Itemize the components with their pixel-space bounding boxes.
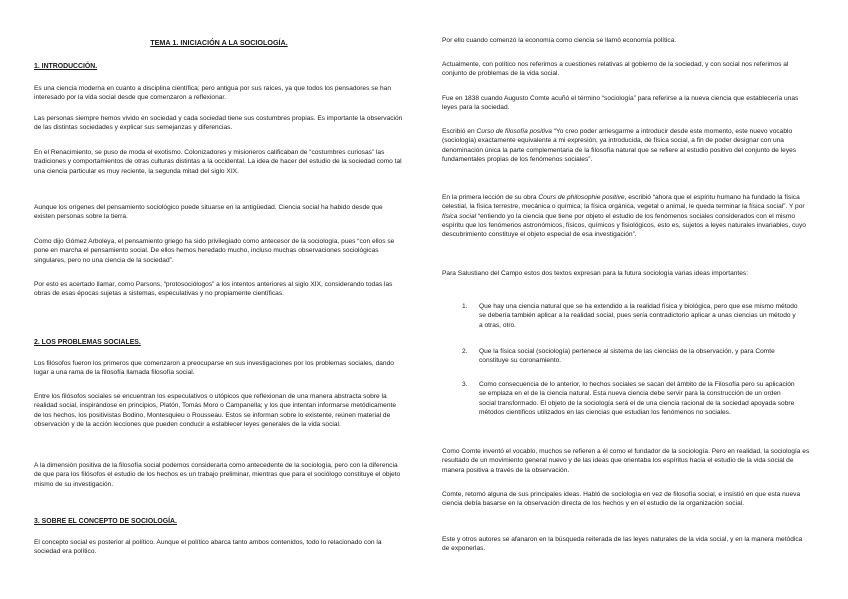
paragraph: Entre los filósofos sociales se encuentran los especulativos o utópicos que reflexionan de una manera abstracta sobre la realidad social, inspirándose en principios, Platón, Tomás Moro o Campanella; y los que intentan informarse metódicamente de los hechos, los positivistas Bodino, Montesquieu o Rousseau. Estos se informan sobre lo existente, reúnen material de observación y de la acción lecciones que pueden conducir a establecer leyes generales de la vida social. xyxy=(34,393,396,428)
text-run: , escribió “ahora que el espíritu humano ha fundado la física celestial, la física terrestre, mecánica o química; la física orgánica, vegetal o animal, le queda terminar la física social”. Y por xyxy=(442,194,805,211)
paragraph: En el Renacimiento, se puso de moda el exotismo. Colonizadores y misioneros calificaban de “costumbres curiosas” las tradiciones y comportamientos de otras culturas distintas a la occidental. La idea de hacer del estudio de la sociedad como tal una ciencia particular es muy reciente, la segunda mitad del siglo XIX. xyxy=(34,149,402,175)
paragraph: Los filósofos fueron los primeros que comenzaron a preocuparse en sus investigaciones por los problemas sociales, dando lugar a una rama de la filosofía llamada filosofía social. xyxy=(34,360,394,377)
section-heading-introduccion: 1. INTRODUCCIÓN. xyxy=(34,63,98,70)
text-run: “Yo creo poder arriesgarme a introducir desde este momento, este nuevo vocablo (sociología) exactamente equivalente a mi expresión, ya introducida, de física social, a fin de poder designar con una denominación única la parte complementaria de la filosofía natural que se refiere al estudio positivo del conjunto de leyes fundamentales propias de los fenómenos sociales”. xyxy=(442,128,797,163)
paragraph: Fue en 1838 cuando Augusto Comte acuñó el término “sociología” para referirse a la nueva ciencia que establecería unas leyes para la sociedad. xyxy=(442,95,799,112)
paragraph: Como Comte inventó el vocablo, muchos se refieren a él como el fundador de la sociología. Pero en realidad, la sociología es resultado de un movimiento general nuevo y de las ideas que orientaba los espíritus hacia el estudio de la vida social de manera positiva a través de la observación. xyxy=(442,448,810,474)
paragraph xyxy=(442,127,810,164)
paragraph: Para Salustiano del Campo estos dos textos expresan para la futura sociología varias ideas importantes: xyxy=(442,270,749,277)
list-number: 1. xyxy=(462,303,468,310)
list-item-text: Que la física social (sociología) pertenece al sistema de las ciencias de la observación, y para Comte constituye su coronamiento. xyxy=(479,348,775,365)
paragraph: Las personas siempre hemos vivido en sociedad y cada sociedad tiene sus costumbres propias. Es importante la observación de las distintas sociedades y explicar sus semejanzas y diferencias. xyxy=(34,115,403,132)
document-title: TEMA 1. INICIACIÓN A LA SOCIOLOGÍA. xyxy=(150,38,288,47)
paragraph: A la dimensión positiva de la filosofía social podemos considerarla como antecedente de la sociología, pero con la diferencia de que para los filósofos el estudio de los hechos es un trabajo preliminar, mientras que para el sociólogo constituye el objeto mismo de su investigación. xyxy=(34,462,401,488)
paragraph: Comte, retomó alguna de sus principales ideas. Habló de sociología en vez de filosofía social, e insistió en que esta nueva ciencia debía basarse en la observación directa de los hechos y en el estudio de la organización social. xyxy=(442,491,801,508)
list-number: 2. xyxy=(462,348,468,355)
section-heading-concepto-sociologia: 3. SOBRE EL CONCEPTO DE SOCIOLOGÍA. xyxy=(34,518,177,525)
section-heading-problemas-sociales: 2. LOS PROBLEMAS SOCIALES. xyxy=(34,339,141,346)
text-run: Escribió en xyxy=(442,128,477,135)
paragraph: Por esto es acertado llamar, como Parsons, “protosociólogos” a los intentos anteriores al siglo XIX, considerando todas las obras de esas épocas sujetas a sistemas, especulativas y no propiamente científicas. xyxy=(34,281,393,298)
paragraph xyxy=(442,193,810,239)
paragraph: Es una ciencia moderna en cuanto a disciplina científica; pero antigua por sus raíces, ya que todos los pensadores se han interesado por la vida social desde que comenzaron a reflexionar. xyxy=(34,85,392,102)
book-title: Curso de filosofía positiva xyxy=(476,128,552,135)
term: física social xyxy=(442,212,477,220)
paragraph: Por ello cuando comenzó la economía como ciencia se llamó economía política. xyxy=(442,37,677,44)
paragraph: Aunque los orígenes del pensamiento sociológico puede situarse en la antigüedad. Ciencia social ha habido desde que existen personas sobre la tierra. xyxy=(34,204,383,221)
list-item-text: Como consecuencia de lo anterior, lo hechos sociales se sacan del ámbito de la Filosofía pero su aplicación se emplaza en el de la ciencia natural. Esta nueva ciencia debe servir para la construcción de un orden social transformado. El objeto de la sociología será el de una ciencia racional de la sociedad apoyada sobre métodos científicos utilizados en las ciencias que estudian los fenómenos no sociales. xyxy=(479,381,795,416)
list-item-text: Que hay una ciencia natural que se ha extendido a la realidad física y biológica, pero que ese mismo método se debería también aplicar a la realidad social, pues sería contradictorio aplicar a unas ciencias un método y a otras, otro. xyxy=(479,303,798,329)
paragraph: Como dijo Gómez Arboleya, el pensamiento griego ha sido privilegiado como antecesor de la sociología, pues “con ellos se pone en marcha el pensamiento social. De ellos hemos heredado mucho, incluso muchas observaciones sociológicas singulares, pero no una ciencia de la sociedad”. xyxy=(34,238,395,264)
text-run: “entiendo yo la ciencia que tiene por objeto el estudio de los fenómenos sociales considerados con el mismo espíritu que los fenómenos astronómicos, físicos, químicos y fisiológicos, esto es, sujetos a leyes naturales invariables, cuyo descubrimiento constituye el objeto especial de esa investigación”. xyxy=(442,212,806,239)
paragraph: Actualmente, con político nos referimos a cuestiones relativas al gobierno de la sociedad, y con social nos referimos al conjunto de problemas de la vida social. xyxy=(442,61,789,78)
list-number: 3. xyxy=(462,381,468,388)
paragraph: Este y otros autores se afanaron en la búsqueda reiterada de las leyes naturales de la vida social, y en la manera metódica de exponerlas. xyxy=(442,536,803,553)
book-title: Cours de philosophie positive xyxy=(538,194,625,201)
text-run: En la primera lección de su obra xyxy=(442,194,539,201)
paragraph: El concepto social es posterior al político. Aunque el político abarca tanto ambos contenidos, todo lo relacionado con la sociedad era político. xyxy=(34,539,382,556)
